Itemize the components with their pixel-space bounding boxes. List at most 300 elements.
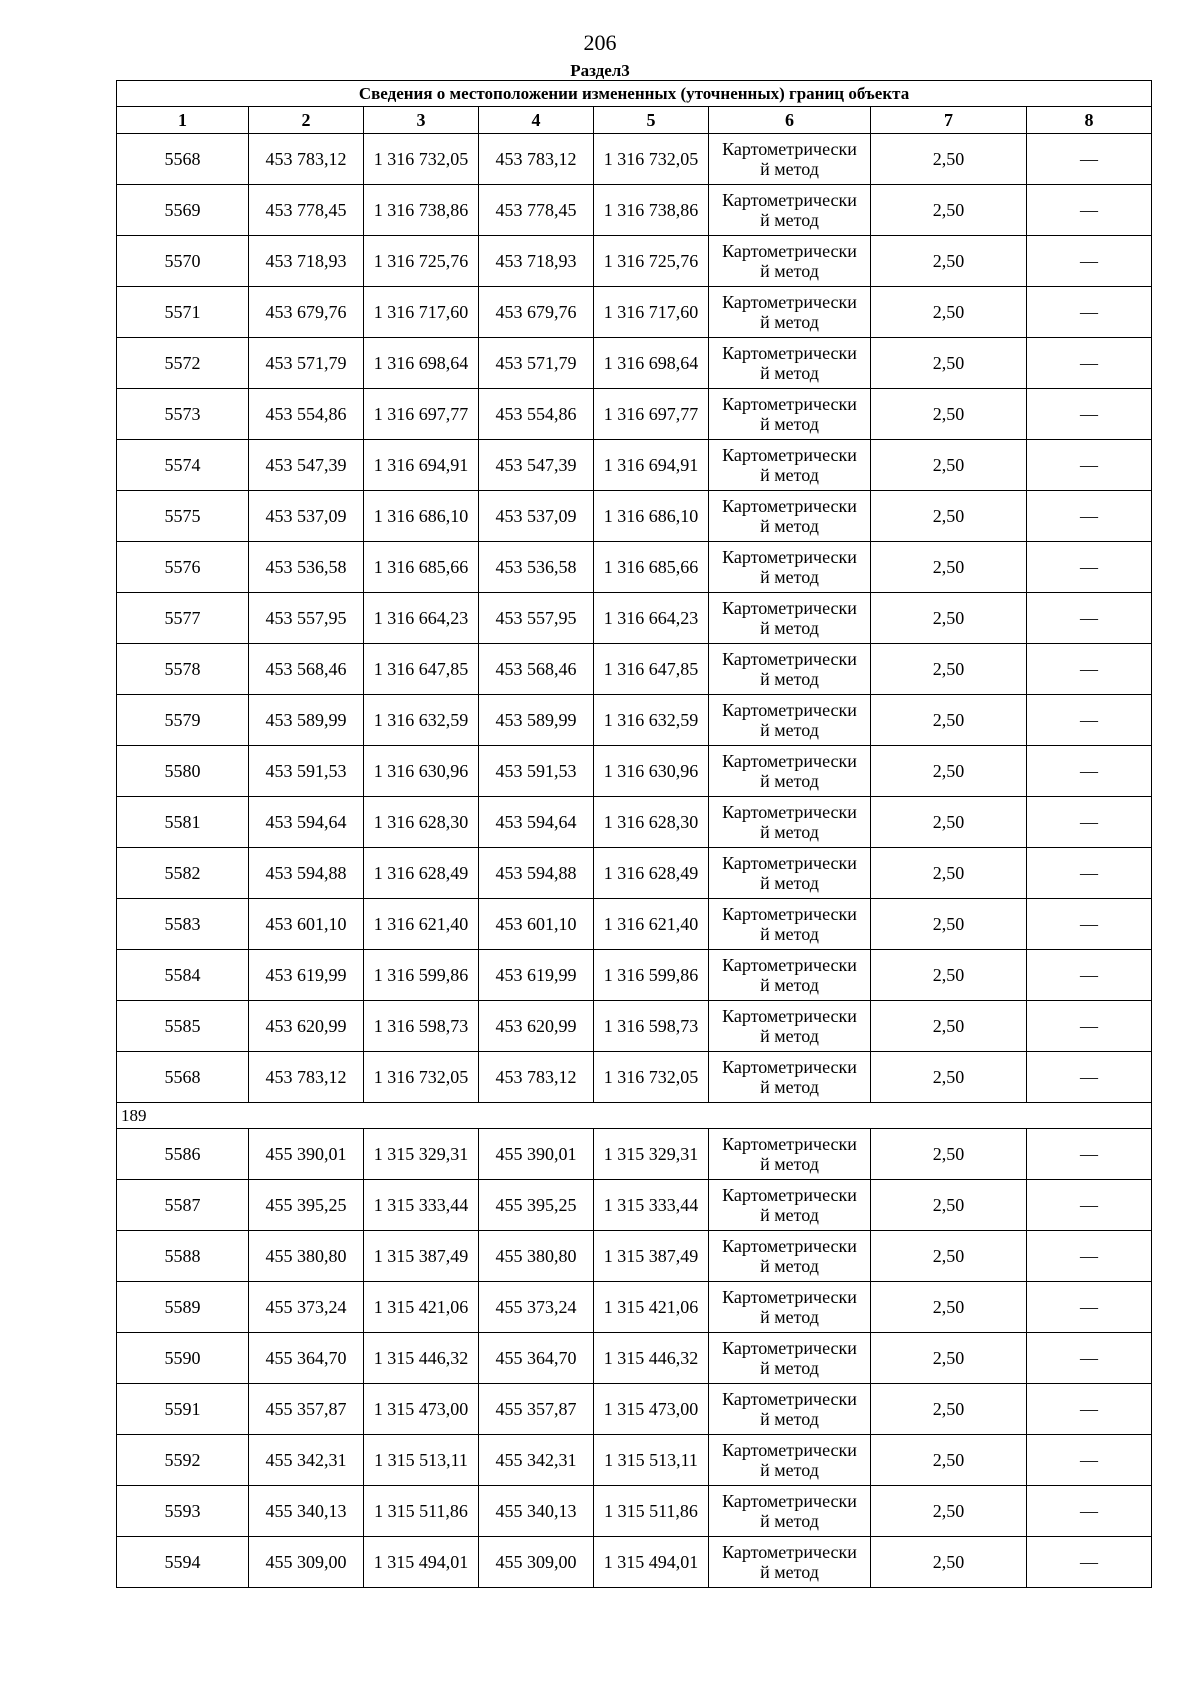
y-coordinate-cell: 1 316 632,59 xyxy=(594,695,709,746)
table-row xyxy=(117,389,1152,440)
precision-cell: 2,50 xyxy=(871,695,1027,746)
table-row xyxy=(117,1129,1152,1180)
description-cell: — xyxy=(1027,185,1152,236)
precision-cell: 2,50 xyxy=(871,236,1027,287)
method-cell xyxy=(709,1384,871,1435)
method-text-line: й метод xyxy=(760,363,819,383)
method-text-line: Картометрически xyxy=(722,700,857,720)
description-cell: — xyxy=(1027,1001,1152,1052)
x-coordinate-cell: 455 340,13 xyxy=(479,1486,594,1537)
x-coordinate-cell: 453 557,95 xyxy=(479,593,594,644)
precision-cell: 2,50 xyxy=(871,338,1027,389)
table-row xyxy=(117,950,1152,1001)
description-cell: — xyxy=(1027,440,1152,491)
description-cell: — xyxy=(1027,287,1152,338)
point-number-cell: 5580 xyxy=(117,746,249,797)
method-cell xyxy=(709,1129,871,1180)
x-coordinate-cell: 453 594,88 xyxy=(479,848,594,899)
table-row xyxy=(117,1486,1152,1537)
method-cell xyxy=(709,185,871,236)
method-text-line: Картометрически xyxy=(722,547,857,567)
y-coordinate-cell: 1 316 738,86 xyxy=(364,185,479,236)
y-coordinate-cell: 1 315 473,00 xyxy=(594,1384,709,1435)
method-text-line: Картометрически xyxy=(722,1491,857,1511)
column-header: 8 xyxy=(1027,107,1152,134)
y-coordinate-cell: 1 315 387,49 xyxy=(594,1231,709,1282)
y-coordinate-cell: 1 316 694,91 xyxy=(364,440,479,491)
y-coordinate-cell: 1 316 697,77 xyxy=(594,389,709,440)
method-text-line: Картометрически xyxy=(722,292,857,312)
point-number-cell: 5577 xyxy=(117,593,249,644)
point-number-cell: 5587 xyxy=(117,1180,249,1231)
point-number-cell: 5574 xyxy=(117,440,249,491)
description-cell: — xyxy=(1027,134,1152,185)
y-coordinate-cell: 1 316 628,30 xyxy=(364,797,479,848)
contour-group-label: 189 xyxy=(117,1103,1152,1129)
y-coordinate-cell: 1 316 628,49 xyxy=(364,848,479,899)
x-coordinate-cell: 453 589,99 xyxy=(479,695,594,746)
method-cell xyxy=(709,797,871,848)
point-number-cell: 5581 xyxy=(117,797,249,848)
y-coordinate-cell: 1 316 628,49 xyxy=(594,848,709,899)
precision-cell: 2,50 xyxy=(871,1231,1027,1282)
x-coordinate-cell: 453 778,45 xyxy=(249,185,364,236)
method-text-line: й метод xyxy=(760,1409,819,1429)
description-cell: — xyxy=(1027,491,1152,542)
y-coordinate-cell: 1 316 697,77 xyxy=(364,389,479,440)
page-number: 206 xyxy=(583,30,617,55)
precision-cell: 2,50 xyxy=(871,134,1027,185)
method-text-line: й метод xyxy=(760,873,819,893)
method-text-line: й метод xyxy=(760,1154,819,1174)
point-number-cell: 5591 xyxy=(117,1384,249,1435)
description-cell: — xyxy=(1027,1537,1152,1588)
y-coordinate-cell: 1 316 598,73 xyxy=(364,1001,479,1052)
table-row xyxy=(117,542,1152,593)
table-row xyxy=(117,1282,1152,1333)
x-coordinate-cell: 455 357,87 xyxy=(249,1384,364,1435)
section-title: Раздел3 xyxy=(570,61,630,80)
x-coordinate-cell: 453 783,12 xyxy=(249,1052,364,1103)
method-text-line: Картометрически xyxy=(722,1057,857,1077)
description-cell: — xyxy=(1027,593,1152,644)
point-number-cell: 5583 xyxy=(117,899,249,950)
point-number-cell: 5573 xyxy=(117,389,249,440)
x-coordinate-cell: 453 601,10 xyxy=(249,899,364,950)
method-text-line: Картометрически xyxy=(722,1440,857,1460)
method-text-line: й метод xyxy=(760,669,819,689)
precision-cell: 2,50 xyxy=(871,950,1027,1001)
table-row xyxy=(117,644,1152,695)
method-text-line: Картометрически xyxy=(722,1287,857,1307)
x-coordinate-cell: 453 601,10 xyxy=(479,899,594,950)
coordinates-table xyxy=(116,80,1152,1588)
x-coordinate-cell: 453 571,79 xyxy=(479,338,594,389)
x-coordinate-cell: 453 594,64 xyxy=(479,797,594,848)
x-coordinate-cell: 455 342,31 xyxy=(249,1435,364,1486)
y-coordinate-cell: 1 315 387,49 xyxy=(364,1231,479,1282)
method-text-line: Картометрически xyxy=(722,751,857,771)
table-row xyxy=(117,1537,1152,1588)
x-coordinate-cell: 453 679,76 xyxy=(479,287,594,338)
table-row xyxy=(117,1231,1152,1282)
method-text-line: Картометрически xyxy=(722,1389,857,1409)
x-coordinate-cell: 453 537,09 xyxy=(479,491,594,542)
y-coordinate-cell: 1 316 630,96 xyxy=(594,746,709,797)
y-coordinate-cell: 1 315 333,44 xyxy=(364,1180,479,1231)
x-coordinate-cell: 455 380,80 xyxy=(479,1231,594,1282)
x-coordinate-cell: 453 778,45 xyxy=(479,185,594,236)
precision-cell: 2,50 xyxy=(871,1486,1027,1537)
precision-cell: 2,50 xyxy=(871,1435,1027,1486)
y-coordinate-cell: 1 316 732,05 xyxy=(364,1052,479,1103)
y-coordinate-cell: 1 316 630,96 xyxy=(364,746,479,797)
y-coordinate-cell: 1 316 598,73 xyxy=(594,1001,709,1052)
description-cell: — xyxy=(1027,1333,1152,1384)
y-coordinate-cell: 1 316 725,76 xyxy=(594,236,709,287)
x-coordinate-cell: 455 309,00 xyxy=(249,1537,364,1588)
method-text-line: Картометрически xyxy=(722,904,857,924)
table-row xyxy=(117,491,1152,542)
precision-cell: 2,50 xyxy=(871,644,1027,695)
table-row xyxy=(117,1333,1152,1384)
method-text-line: Картометрически xyxy=(722,1338,857,1358)
method-text-line: Картометрически xyxy=(722,1006,857,1026)
precision-cell: 2,50 xyxy=(871,542,1027,593)
x-coordinate-cell: 453 571,79 xyxy=(249,338,364,389)
point-number-cell: 5572 xyxy=(117,338,249,389)
method-text-line: Картометрически xyxy=(722,139,857,159)
method-text-line: й метод xyxy=(760,312,819,332)
x-coordinate-cell: 453 619,99 xyxy=(479,950,594,1001)
y-coordinate-cell: 1 315 511,86 xyxy=(364,1486,479,1537)
y-coordinate-cell: 1 316 632,59 xyxy=(364,695,479,746)
table-row xyxy=(117,338,1152,389)
method-text-line: Картометрически xyxy=(722,496,857,516)
method-text-line: Картометрически xyxy=(722,1134,857,1154)
point-number-cell: 5589 xyxy=(117,1282,249,1333)
point-number-cell: 5578 xyxy=(117,644,249,695)
column-header: 5 xyxy=(594,107,709,134)
table-row xyxy=(117,134,1152,185)
y-coordinate-cell: 1 315 421,06 xyxy=(594,1282,709,1333)
description-cell: — xyxy=(1027,236,1152,287)
y-coordinate-cell: 1 315 494,01 xyxy=(594,1537,709,1588)
x-coordinate-cell: 455 364,70 xyxy=(249,1333,364,1384)
x-coordinate-cell: 453 568,46 xyxy=(479,644,594,695)
method-text-line: й метод xyxy=(760,771,819,791)
description-cell: — xyxy=(1027,746,1152,797)
x-coordinate-cell: 453 547,39 xyxy=(249,440,364,491)
x-coordinate-cell: 453 589,99 xyxy=(249,695,364,746)
description-cell: — xyxy=(1027,644,1152,695)
description-cell: — xyxy=(1027,1129,1152,1180)
y-coordinate-cell: 1 316 732,05 xyxy=(594,1052,709,1103)
precision-cell: 2,50 xyxy=(871,1282,1027,1333)
method-text-line: й метод xyxy=(760,1026,819,1046)
y-coordinate-cell: 1 316 664,23 xyxy=(594,593,709,644)
x-coordinate-cell: 453 620,99 xyxy=(479,1001,594,1052)
description-cell: — xyxy=(1027,950,1152,1001)
description-cell: — xyxy=(1027,1435,1152,1486)
description-cell: — xyxy=(1027,389,1152,440)
method-text-line: й метод xyxy=(760,1077,819,1097)
method-cell xyxy=(709,491,871,542)
x-coordinate-cell: 455 390,01 xyxy=(479,1129,594,1180)
method-text-line: й метод xyxy=(760,1358,819,1378)
y-coordinate-cell: 1 316 725,76 xyxy=(364,236,479,287)
method-cell xyxy=(709,1001,871,1052)
y-coordinate-cell: 1 315 473,00 xyxy=(364,1384,479,1435)
method-text-line: й метод xyxy=(760,414,819,434)
table-caption-row xyxy=(117,81,1152,107)
point-number-cell: 5592 xyxy=(117,1435,249,1486)
precision-cell: 2,50 xyxy=(871,1384,1027,1435)
method-text-line: й метод xyxy=(760,975,819,995)
method-text-line: й метод xyxy=(760,210,819,230)
method-text-line: Картометрически xyxy=(722,1185,857,1205)
point-number-cell: 5568 xyxy=(117,1052,249,1103)
x-coordinate-cell: 453 554,86 xyxy=(249,389,364,440)
method-cell xyxy=(709,593,871,644)
method-text-line: й метод xyxy=(760,567,819,587)
method-text-line: Картометрически xyxy=(722,1542,857,1562)
method-text-line: Картометрически xyxy=(722,394,857,414)
method-text-line: й метод xyxy=(760,924,819,944)
description-cell: — xyxy=(1027,899,1152,950)
table-header-row xyxy=(117,107,1152,134)
y-coordinate-cell: 1 315 494,01 xyxy=(364,1537,479,1588)
description-cell: — xyxy=(1027,542,1152,593)
point-number-cell: 5576 xyxy=(117,542,249,593)
method-text-line: й метод xyxy=(760,720,819,740)
y-coordinate-cell: 1 316 732,05 xyxy=(594,134,709,185)
method-cell xyxy=(709,1486,871,1537)
x-coordinate-cell: 455 364,70 xyxy=(479,1333,594,1384)
y-coordinate-cell: 1 315 329,31 xyxy=(594,1129,709,1180)
table-row xyxy=(117,899,1152,950)
x-coordinate-cell: 453 783,12 xyxy=(479,134,594,185)
table-row xyxy=(117,797,1152,848)
method-cell xyxy=(709,287,871,338)
x-coordinate-cell: 453 557,95 xyxy=(249,593,364,644)
y-coordinate-cell: 1 316 694,91 xyxy=(594,440,709,491)
y-coordinate-cell: 1 315 513,11 xyxy=(364,1435,479,1486)
precision-cell: 2,50 xyxy=(871,440,1027,491)
y-coordinate-cell: 1 315 446,32 xyxy=(594,1333,709,1384)
x-coordinate-cell: 453 594,88 xyxy=(249,848,364,899)
table-row xyxy=(117,695,1152,746)
description-cell: — xyxy=(1027,797,1152,848)
description-cell: — xyxy=(1027,338,1152,389)
y-coordinate-cell: 1 316 698,64 xyxy=(364,338,479,389)
y-coordinate-cell: 1 316 599,86 xyxy=(364,950,479,1001)
y-coordinate-cell: 1 316 647,85 xyxy=(594,644,709,695)
method-text-line: Картометрически xyxy=(722,1236,857,1256)
method-text-line: й метод xyxy=(760,261,819,281)
point-number-cell: 5568 xyxy=(117,134,249,185)
method-cell xyxy=(709,899,871,950)
y-coordinate-cell: 1 315 329,31 xyxy=(364,1129,479,1180)
method-text-line: Картометрически xyxy=(722,598,857,618)
column-header: 4 xyxy=(479,107,594,134)
method-cell xyxy=(709,1333,871,1384)
x-coordinate-cell: 453 547,39 xyxy=(479,440,594,491)
column-header: 6 xyxy=(709,107,871,134)
y-coordinate-cell: 1 316 599,86 xyxy=(594,950,709,1001)
precision-cell: 2,50 xyxy=(871,746,1027,797)
point-number-cell: 5585 xyxy=(117,1001,249,1052)
point-number-cell: 5582 xyxy=(117,848,249,899)
table-row xyxy=(117,236,1152,287)
x-coordinate-cell: 453 537,09 xyxy=(249,491,364,542)
point-number-cell: 5590 xyxy=(117,1333,249,1384)
x-coordinate-cell: 455 380,80 xyxy=(249,1231,364,1282)
y-coordinate-cell: 1 315 513,11 xyxy=(594,1435,709,1486)
precision-cell: 2,50 xyxy=(871,848,1027,899)
table-row xyxy=(117,185,1152,236)
description-cell: — xyxy=(1027,1052,1152,1103)
y-coordinate-cell: 1 316 685,66 xyxy=(364,542,479,593)
method-text-line: Картометрически xyxy=(722,853,857,873)
method-cell xyxy=(709,746,871,797)
x-coordinate-cell: 453 594,64 xyxy=(249,797,364,848)
y-coordinate-cell: 1 315 333,44 xyxy=(594,1180,709,1231)
precision-cell: 2,50 xyxy=(871,287,1027,338)
method-cell xyxy=(709,1282,871,1333)
y-coordinate-cell: 1 316 621,40 xyxy=(364,899,479,950)
method-text-line: й метод xyxy=(760,516,819,536)
y-coordinate-cell: 1 315 421,06 xyxy=(364,1282,479,1333)
point-number-cell: 5594 xyxy=(117,1537,249,1588)
y-coordinate-cell: 1 316 685,66 xyxy=(594,542,709,593)
y-coordinate-cell: 1 316 738,86 xyxy=(594,185,709,236)
precision-cell: 2,50 xyxy=(871,593,1027,644)
y-coordinate-cell: 1 315 446,32 xyxy=(364,1333,479,1384)
method-text-line: Картометрически xyxy=(722,445,857,465)
precision-cell: 2,50 xyxy=(871,1052,1027,1103)
method-text-line: й метод xyxy=(760,822,819,842)
description-cell: — xyxy=(1027,1486,1152,1537)
method-text-line: й метод xyxy=(760,1256,819,1276)
y-coordinate-cell: 1 316 647,85 xyxy=(364,644,479,695)
column-header: 2 xyxy=(249,107,364,134)
method-cell xyxy=(709,134,871,185)
precision-cell: 2,50 xyxy=(871,491,1027,542)
point-number-cell: 5593 xyxy=(117,1486,249,1537)
x-coordinate-cell: 453 679,76 xyxy=(249,287,364,338)
x-coordinate-cell: 455 373,24 xyxy=(249,1282,364,1333)
precision-cell: 2,50 xyxy=(871,1001,1027,1052)
method-cell xyxy=(709,644,871,695)
point-number-cell: 5571 xyxy=(117,287,249,338)
method-text-line: Картометрически xyxy=(722,802,857,822)
x-coordinate-cell: 453 554,86 xyxy=(479,389,594,440)
table-row xyxy=(117,746,1152,797)
method-text-line: Картометрически xyxy=(722,241,857,261)
method-cell xyxy=(709,848,871,899)
method-text-line: й метод xyxy=(760,159,819,179)
method-text-line: Картометрически xyxy=(722,343,857,363)
x-coordinate-cell: 455 395,25 xyxy=(249,1180,364,1231)
x-coordinate-cell: 453 536,58 xyxy=(479,542,594,593)
description-cell: — xyxy=(1027,1231,1152,1282)
method-cell xyxy=(709,950,871,1001)
method-cell xyxy=(709,1180,871,1231)
x-coordinate-cell: 453 568,46 xyxy=(249,644,364,695)
column-header: 3 xyxy=(364,107,479,134)
contour-group-row xyxy=(117,1103,1152,1129)
x-coordinate-cell: 453 620,99 xyxy=(249,1001,364,1052)
column-header: 7 xyxy=(871,107,1027,134)
point-number-cell: 5584 xyxy=(117,950,249,1001)
column-header: 1 xyxy=(117,107,249,134)
method-cell xyxy=(709,338,871,389)
method-cell xyxy=(709,389,871,440)
method-cell xyxy=(709,1435,871,1486)
method-text-line: й метод xyxy=(760,465,819,485)
x-coordinate-cell: 455 340,13 xyxy=(249,1486,364,1537)
precision-cell: 2,50 xyxy=(871,1129,1027,1180)
precision-cell: 2,50 xyxy=(871,899,1027,950)
method-cell xyxy=(709,695,871,746)
y-coordinate-cell: 1 316 732,05 xyxy=(364,134,479,185)
table-row xyxy=(117,440,1152,491)
table-row xyxy=(117,1180,1152,1231)
table-row xyxy=(117,1384,1152,1435)
x-coordinate-cell: 455 357,87 xyxy=(479,1384,594,1435)
method-cell xyxy=(709,440,871,491)
y-coordinate-cell: 1 316 621,40 xyxy=(594,899,709,950)
table-row xyxy=(117,1435,1152,1486)
x-coordinate-cell: 453 718,93 xyxy=(479,236,594,287)
point-number-cell: 5588 xyxy=(117,1231,249,1282)
description-cell: — xyxy=(1027,695,1152,746)
y-coordinate-cell: 1 316 698,64 xyxy=(594,338,709,389)
x-coordinate-cell: 453 718,93 xyxy=(249,236,364,287)
method-cell xyxy=(709,542,871,593)
description-cell: — xyxy=(1027,1180,1152,1231)
method-cell xyxy=(709,1052,871,1103)
y-coordinate-cell: 1 316 686,10 xyxy=(594,491,709,542)
description-cell: — xyxy=(1027,1282,1152,1333)
x-coordinate-cell: 455 395,25 xyxy=(479,1180,594,1231)
precision-cell: 2,50 xyxy=(871,1180,1027,1231)
method-cell xyxy=(709,236,871,287)
x-coordinate-cell: 455 342,31 xyxy=(479,1435,594,1486)
x-coordinate-cell: 455 309,00 xyxy=(479,1537,594,1588)
x-coordinate-cell: 453 783,12 xyxy=(249,134,364,185)
x-coordinate-cell: 453 536,58 xyxy=(249,542,364,593)
method-text-line: й метод xyxy=(760,618,819,638)
point-number-cell: 5575 xyxy=(117,491,249,542)
method-text-line: Картометрически xyxy=(722,955,857,975)
point-number-cell: 5579 xyxy=(117,695,249,746)
method-text-line: Картометрически xyxy=(722,649,857,669)
y-coordinate-cell: 1 316 628,30 xyxy=(594,797,709,848)
method-cell xyxy=(709,1231,871,1282)
y-coordinate-cell: 1 315 511,86 xyxy=(594,1486,709,1537)
method-cell xyxy=(709,1537,871,1588)
precision-cell: 2,50 xyxy=(871,1333,1027,1384)
description-cell: — xyxy=(1027,1384,1152,1435)
precision-cell: 2,50 xyxy=(871,797,1027,848)
x-coordinate-cell: 453 591,53 xyxy=(249,746,364,797)
point-number-cell: 5570 xyxy=(117,236,249,287)
y-coordinate-cell: 1 316 717,60 xyxy=(364,287,479,338)
table-row xyxy=(117,593,1152,644)
x-coordinate-cell: 453 783,12 xyxy=(479,1052,594,1103)
